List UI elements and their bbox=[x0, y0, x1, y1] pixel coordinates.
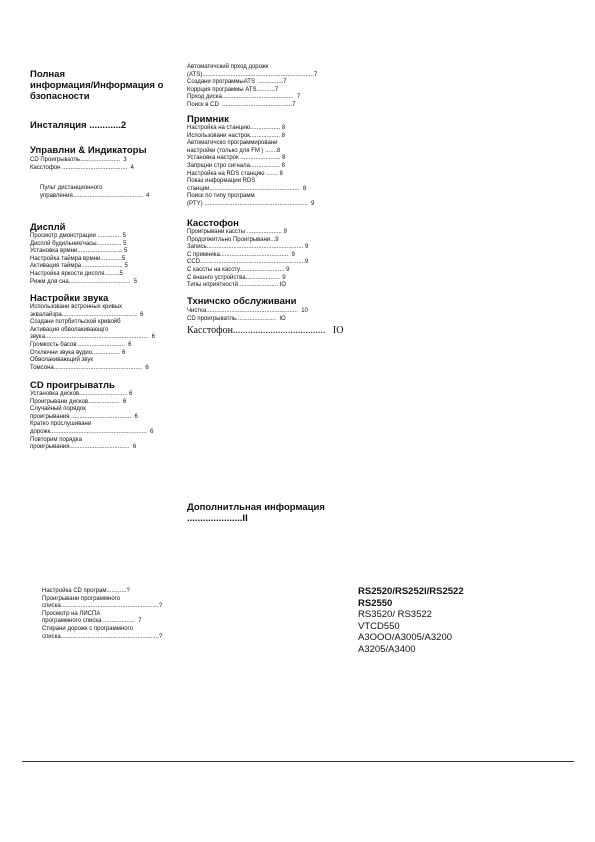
toc-entry: CCD...............................................................9 bbox=[187, 259, 309, 266]
toc-entry: Настройка на RDS станцию ....... 8 bbox=[187, 170, 283, 177]
toc-entry: Проигрывани дисков................... 6 bbox=[30, 398, 127, 405]
toc-entry: Касстофон ....................................... 4 bbox=[30, 164, 134, 171]
toc-entry: Создани потрбитльской кривойб bbox=[30, 319, 121, 326]
toc-entry: (ATS)...................................................................7 bbox=[187, 71, 318, 78]
toc-entry: Автоматичско программировани bbox=[187, 140, 278, 147]
sound-list bbox=[30, 304, 155, 372]
receiver-list bbox=[187, 125, 314, 209]
toc-entry: Обволакивающий звук bbox=[30, 357, 93, 364]
toc-entry: Установка врмни........................... 5 bbox=[30, 248, 128, 255]
toc-entry: Коррция программы ATS...........7 bbox=[187, 86, 279, 93]
toc-entry: С вншнго устройства..................... 9 bbox=[187, 274, 286, 281]
toc-entry: Рижм для сна..................................... 5 bbox=[30, 278, 138, 285]
remote-entry: Пульт дистанционного управления.......................................... 4 bbox=[40, 185, 150, 199]
display-list bbox=[30, 233, 137, 286]
toc-entry: Проигрывани программного bbox=[42, 595, 121, 602]
toc-entry: списка...........................................................? bbox=[42, 633, 163, 640]
toc-entry: Установка дисков............................. 6 bbox=[30, 391, 133, 397]
toc-entry: Проигрывани кассты ..................... 9 bbox=[187, 229, 287, 235]
toc-entry: Просмотр на ЛИСПА bbox=[42, 610, 101, 617]
heading-receiver: Примник bbox=[187, 114, 229, 125]
controls-list bbox=[30, 157, 134, 172]
toc-entry: Томсона..................................................... 6 bbox=[30, 364, 149, 371]
top-list bbox=[187, 64, 317, 110]
toc-entry: Создани программыATS ...............7 bbox=[187, 79, 287, 86]
model-list bbox=[358, 586, 464, 655]
toc-entry: Поиск по типу программ bbox=[187, 193, 255, 200]
toc-entry: С кассты на кассту........................... 9 bbox=[187, 266, 290, 273]
toc-entry: Настройка яркости диспля.........5 bbox=[30, 270, 123, 277]
toc-entry: Продолжитльно Проигрывани...9 bbox=[187, 236, 279, 243]
toc-entry: Установка настрок ........................ 8 bbox=[187, 155, 286, 162]
toc-entry: Запись.......................................................... 9 bbox=[187, 244, 309, 251]
toc-entry: Прход диска........................................... 7 bbox=[187, 94, 301, 101]
toc-entry: Повторим порядка bbox=[30, 436, 82, 443]
model-number: A3205/A3400 bbox=[358, 643, 416, 655]
toc-entry: Дисплй будильник/часы............... 5 bbox=[30, 240, 127, 247]
heading-cassette: Касстофон bbox=[187, 218, 239, 229]
toc-entry: Кратко прослушивани bbox=[30, 421, 92, 428]
model-number: A3OOO/A3005/A3200 bbox=[358, 632, 453, 643]
toc-entry: Активация обволакивающго bbox=[30, 326, 109, 333]
toc-entry: Показ информации RDS bbox=[187, 178, 256, 185]
cd-list bbox=[30, 391, 153, 452]
toc-entry: проигрывания .................................... 6 bbox=[30, 413, 138, 420]
toc-entry: Настройка таймра врмни.............5 bbox=[30, 255, 126, 262]
toc-entry: Типы нприятностй........................ IO bbox=[187, 282, 286, 289]
toc-entry: Настройка на станцию.................. 8 bbox=[187, 125, 286, 131]
footer-rule bbox=[22, 761, 574, 762]
model-number: VTCD550 bbox=[358, 620, 400, 632]
toc-entry: Громкость басов ............................ 6 bbox=[30, 341, 132, 348]
toc-entry: Настройка CD програм............? bbox=[42, 588, 130, 594]
toc-entry: станции...................................................... 8 bbox=[187, 185, 307, 192]
toc-entry: проигрывания.................................... 6 bbox=[30, 444, 137, 451]
toc-entry: звука.............................................................. 6 bbox=[30, 334, 155, 341]
toc-entry: Запрщни стро сигнала.................. 8 bbox=[187, 162, 285, 169]
toc-entry: Отключни звука вудио................. 6 bbox=[30, 349, 126, 356]
model-number: RS2520/RS252l/RS2522 bbox=[358, 586, 464, 597]
heading-sound: Настройки звука bbox=[30, 293, 109, 304]
toc-entry: Использовани встронных кривых bbox=[30, 304, 123, 310]
toc-entry-serif: Касстофон..................................... IO bbox=[187, 325, 344, 336]
toc-entry: CD проигрыватль........................ IO bbox=[187, 315, 286, 322]
heading-safety: Полная информация/Информация о бзопасности bbox=[30, 69, 164, 102]
heading-service: Тхничско обслуживани bbox=[187, 296, 297, 307]
toc-entry: дорожк.......................................................... 6 bbox=[30, 428, 154, 435]
toc-entry: Чистка....................................................... 10 bbox=[187, 308, 308, 314]
heading-display: Дисплй bbox=[30, 222, 66, 233]
heading-controls: Управлни & Индикаторы bbox=[30, 145, 147, 156]
heading-additional: Дополнитльная информация .....................II bbox=[187, 502, 325, 524]
toc-entry: эквалайзра............................................. 6 bbox=[30, 311, 144, 318]
toc-entry: Активация таймра ........................ 5 bbox=[30, 263, 128, 270]
toc-entry: Случайный порядок bbox=[30, 406, 86, 413]
toc-entry: программного списка ................... 7 bbox=[42, 618, 142, 625]
model-number: RS2550 bbox=[358, 597, 393, 609]
toc-entry: (PTY) .............................................................. 9 bbox=[187, 200, 315, 207]
service-list bbox=[187, 308, 308, 323]
heading-install: Инсталяция ............2 bbox=[30, 120, 127, 131]
model-number: RS3520/ RS3522 bbox=[358, 609, 432, 620]
cassette-list bbox=[187, 229, 308, 290]
toc-entry: настройки (только для FM ) .......8 bbox=[187, 147, 281, 154]
program-list bbox=[42, 588, 162, 641]
toc-entry: CD Проигрыватль........................ 3 bbox=[30, 157, 127, 163]
toc-entry: Автоматичский прход дорожк bbox=[187, 64, 269, 70]
toc-entry: Стирани дорожк с программного bbox=[42, 625, 133, 632]
toc-entry: Просмотр дмонстрации .............. 5 bbox=[30, 233, 126, 239]
toc-entry: Поиск в CD ..........................................7 bbox=[187, 101, 296, 108]
toc-entry: С примника......................................... 9 bbox=[187, 251, 295, 258]
heading-cd: CD проигрыватль bbox=[30, 380, 115, 391]
toc-entry: Использовани настрок.................. 8 bbox=[187, 132, 285, 139]
toc-entry: списка...........................................................? bbox=[42, 603, 163, 610]
